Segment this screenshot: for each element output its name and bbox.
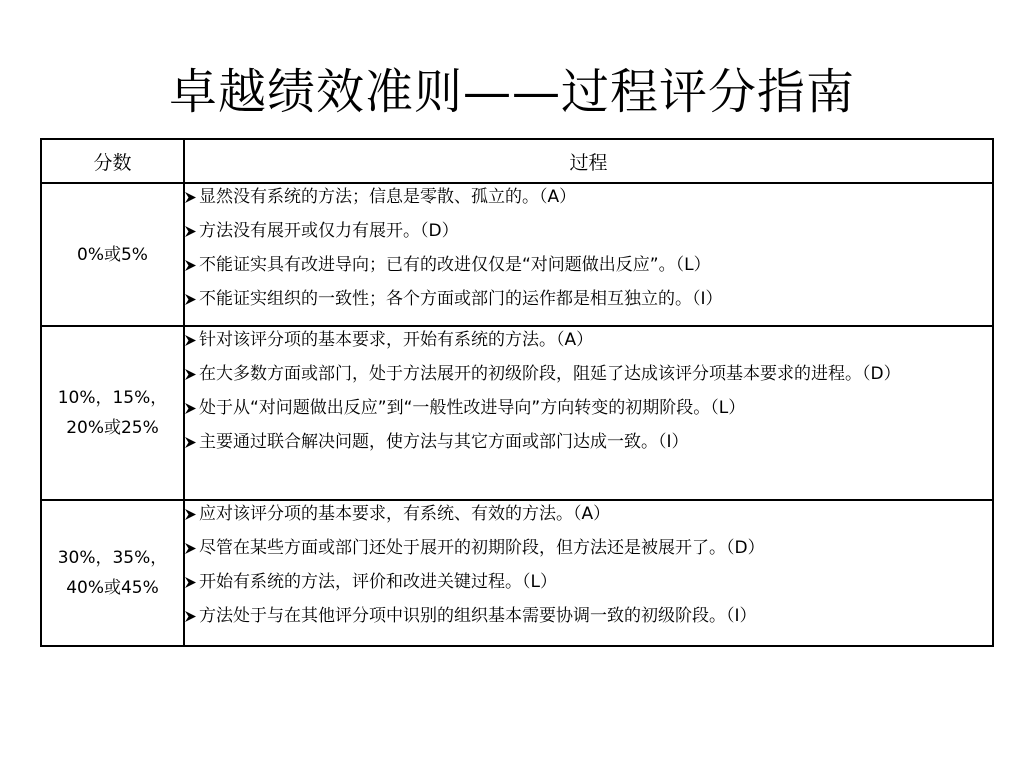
list-item [185, 429, 992, 455]
list-item-text: 方法没有展开或仅力有展开。（D） [199, 221, 459, 241]
list-item [185, 252, 992, 278]
header-score: 分数 [41, 139, 184, 183]
table-row [41, 500, 993, 646]
table-row [41, 183, 993, 326]
list-item-text: 方法处于与在其他评分项中识别的组织基本需要协调一致的初级阶段。（I） [199, 606, 757, 626]
table-row [41, 326, 993, 500]
list-item [185, 286, 992, 312]
list-item [185, 535, 992, 561]
arrow-bullet-icon [185, 403, 196, 414]
arrow-bullet-icon [185, 260, 196, 271]
table-body [41, 183, 993, 646]
list-item [185, 395, 992, 421]
arrow-bullet-icon [185, 577, 196, 588]
list-item-text: 开始有系统的方法，评价和改进关键过程。（L） [199, 572, 557, 592]
list-item-text: 在大多数方面或部门，处于方法展开的初级阶段，阻延了达成该评分项基本要求的进程。（D） [199, 364, 901, 384]
list-item-text: 应对该评分项的基本要求，有系统、有效的方法。（A） [199, 504, 611, 524]
arrow-bullet-icon [185, 437, 196, 448]
list-item-text: 显然没有系统的方法；信息是零散、孤立的。（A） [199, 187, 577, 207]
list-item [185, 603, 992, 629]
list-item-text: 不能证实具有改进导向；已有的改进仅仅是“对问题做出反应”。（L） [199, 255, 711, 275]
list-item [185, 184, 992, 210]
score-text: 20%或25% [66, 418, 159, 438]
arrow-bullet-icon [185, 192, 196, 203]
header-process: 过程 [184, 139, 993, 183]
score-text: 0%或5% [77, 244, 148, 265]
arrow-bullet-icon [185, 226, 196, 237]
score-text: 30%，35%， [57, 548, 168, 568]
arrow-bullet-icon [185, 369, 196, 380]
arrow-bullet-icon [185, 611, 196, 622]
score-text: 40%或45% [66, 578, 159, 598]
table-header-row [41, 139, 993, 183]
list-item [185, 327, 992, 353]
arrow-bullet-icon [185, 294, 196, 305]
list-item-text: 尽管在某些方面或部门还处于展开的初期阶段，但方法还是被展开了。（D） [199, 538, 765, 558]
arrow-bullet-icon [185, 543, 196, 554]
list-item-text: 针对该评分项的基本要求，开始有系统的方法。（A） [199, 330, 594, 350]
score-cell [41, 183, 184, 326]
list-item [185, 501, 992, 527]
process-cell [184, 183, 993, 326]
list-item [185, 569, 992, 595]
list-item-text: 处于从“对问题做出反应”到“一般性改进导向”方向转变的初期阶段。（L） [199, 398, 746, 418]
process-scoring-table [40, 138, 994, 647]
arrow-bullet-icon [185, 509, 196, 520]
slide-title: 卓越绩效准则——过程评分指南 [168, 64, 855, 120]
list-item-text: 主要通过联合解决问题，使方法与其它方面或部门达成一致。（I） [199, 432, 689, 452]
score-cell [41, 500, 184, 646]
arrow-bullet-icon [185, 335, 196, 346]
list-item [185, 218, 992, 244]
score-text: 10%，15%， [57, 388, 168, 408]
list-item [185, 361, 992, 387]
process-cell [184, 500, 993, 646]
score-cell [41, 326, 184, 500]
process-cell [184, 326, 993, 500]
list-item-text: 不能证实组织的一致性；各个方面或部门的运作都是相互独立的。（I） [199, 289, 723, 309]
